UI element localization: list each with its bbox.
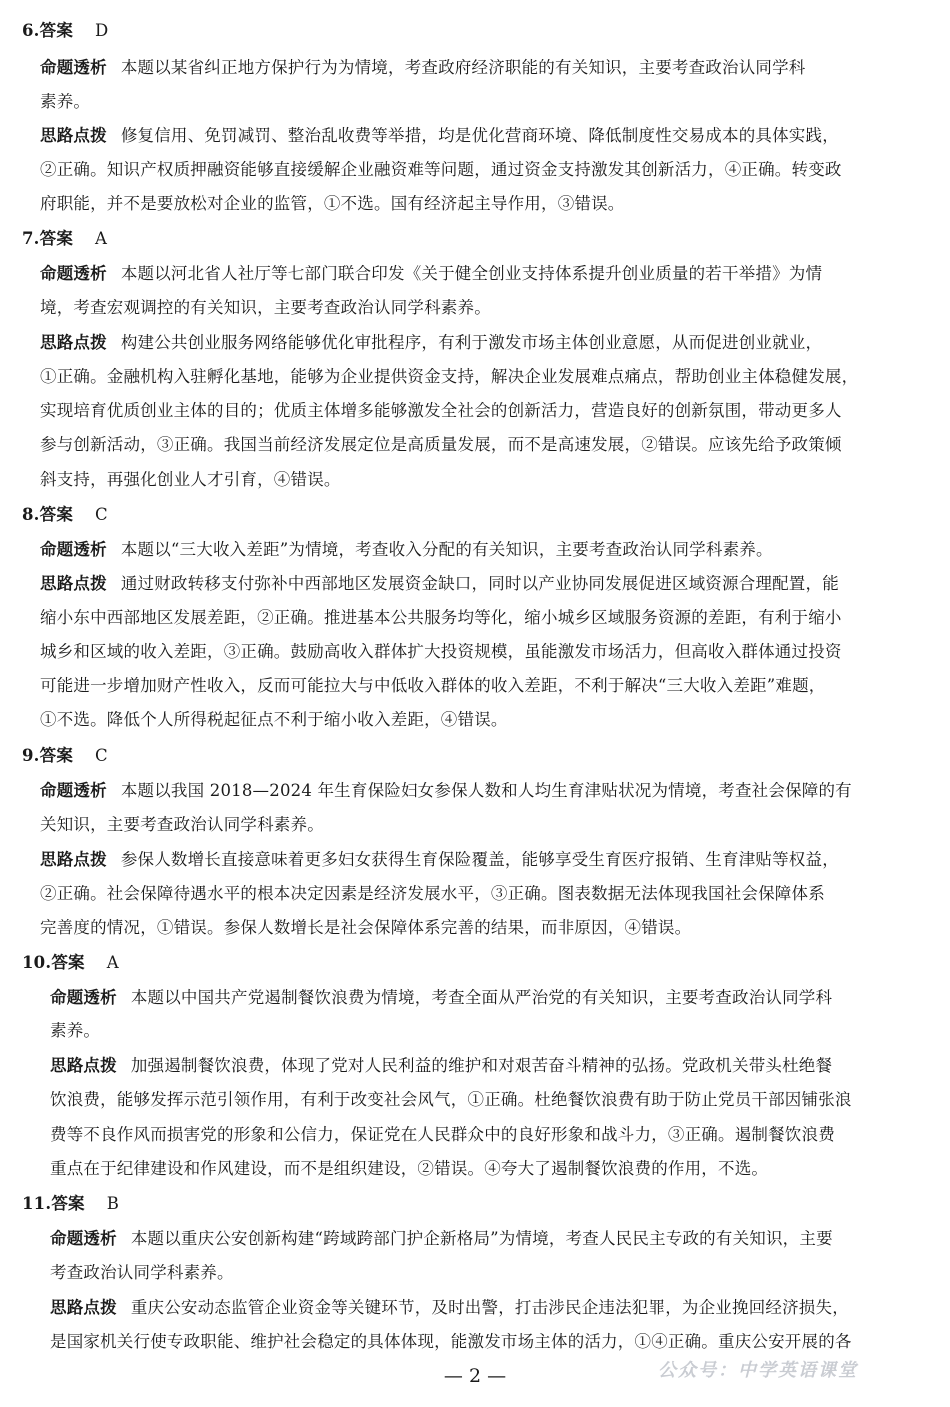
q6-answer: D [95,21,109,40]
q6-approach-line-2: ②正确。知识产权质押融资能够直接缓解企业融资难等问题，通过资金支持激发其创新活力，④正确。转变政 [40,160,842,179]
q7-analysis-line-2: 境，考查宏观调控的有关知识，主要考查政治认同学科素养。 [40,298,491,317]
q10-approach-line-3: 费等不良作风而损害党的形象和公信力，保证党在人民群众中的良好形象和战斗力，③正确。遏制餐饮浪费 [50,1125,835,1144]
q8-approach-line-4: 可能进一步增加财产性收入，反而可能拉大与中低收入群体的收入差距，不利于解决“三大收入差距”难题， [40,676,826,695]
q7-header: 7.答案 A [22,229,108,248]
q11-analysis-line-1: 命题透析 本题以重庆公安创新构建“跨域跨部门护企新格局”为情境，考查人民民主专政的有关知识，主要 [50,1229,833,1248]
q6-answer-label: 答案 [39,21,74,40]
q9-approach-line-3: 完善度的情况，①错误。参保人数增长是社会保障体系完善的结果，而非原因，④错误。 [40,918,692,937]
q11-approach-line-2: 是国家机关行使专政职能、维护社会稳定的具体体现，能激发市场主体的活力，①④正确。重庆公安开展的各 [50,1332,852,1351]
q6-analysis-label: 命题透析 [40,58,107,77]
q9-answer: C [95,746,108,765]
q9-header: 9.答案 C [22,746,108,765]
page-number: — 2 — [443,1365,507,1387]
q8-approach-line-1: 思路点拨 通过财政转移支付弥补中西部地区发展资金缺口，同时以产业协同发展促进区域资源合理配置，能 [40,574,839,593]
q8-answer: C [95,505,108,524]
q11-header: 11.答案 B [22,1194,120,1213]
q7-approach-line-1: 思路点拨 构建公共创业服务网络能够优化审批程序，有利于激发市场主体创业意愿，从而促进创业就业， [40,333,823,352]
q11-answer: B [106,1194,120,1213]
q6-analysis-line-1: 命题透析 本题以某省纠正地方保护行为为情境，考查政府经济职能的有关知识，主要考查政治认同学科 [40,58,806,77]
q9-analysis-line-1: 命题透析 本题以我国 2018—2024 年生育保险妇女参保人数和人均生育津贴状况为情境，考查社会保障的有 [40,781,852,800]
q6-header [22,20,108,42]
watermark: 公众号：中学英语课堂 [658,1360,858,1381]
q6-analysis-line-2: 素养。 [40,92,91,111]
q8-approach-line-3: 城乡和区域的收入差距，③正确。鼓励高收入群体扩大投资规模，虽能激发市场活力，但高收入群体通过投资 [40,642,842,661]
q10-analysis-line-1: 命题透析 本题以中国共产党遏制餐饮浪费为情境，考查全面从严治党的有关知识，主要考查政治认同学科 [50,988,833,1007]
q8-header: 8.答案 C [22,505,108,524]
q10-analysis-line-2: 素养。 [50,1021,101,1040]
q10-approach-line-4: 重点在于纪律建设和作风建设，而不是组织建设，②错误。④夸大了遏制餐饮浪费的作用，不选。 [50,1159,769,1178]
q7-approach-line-4: 参与创新活动，③正确。我国当前经济发展定位是高质量发展，而不是高速发展，②错误。应该先给予政策倾 [40,435,842,454]
q6-approach-line-1: 思路点拨 修复信用、免罚减罚、整治乱收费等举措，均是优化营商环境、降低制度性交易成本的具体实践， [40,126,839,145]
q10-approach-line-1: 思路点拨 加强遏制餐饮浪费，体现了党对人民利益的维护和对艰苦奋斗精神的弘扬。党政机关带头杜绝餐 [50,1056,833,1075]
q9-approach-line-1: 思路点拨 参保人数增长直接意味着更多妇女获得生育保险覆盖，能够享受生育医疗报销、生育津贴等权益， [40,850,839,869]
q7-approach-line-2: ①正确。金融机构入驻孵化基地，能够为企业提供资金支持，解决企业发展难点痛点，帮助创业主体稳健发展， [40,367,859,386]
q7-approach-line-5: 斜支持，再强化创业人才引育，④错误。 [40,470,341,489]
q10-answer: A [106,953,119,972]
q10-approach-line-2: 饮浪费，能够发挥示范引领作用，有利于改变社会风气，①正确。杜绝餐饮浪费有助于防止党员干部因铺张浪 [50,1090,852,1109]
q8-analysis-line-1: 命题透析 本题以“三大收入差距”为情境，考查收入分配的有关知识，主要考查政治认同学科素养。 [40,540,773,559]
q7-analysis-line-1: 命题透析 本题以河北省人社厅等七部门联合印发《关于健全创业支持体系提升创业质量的若干举措》为情 [40,264,823,283]
q10-header: 10.答案 A [22,953,119,972]
q7-approach-line-3: 实现培育优质创业主体的目的；优质主体增多能够激发全社会的创新活力，营造良好的创新氛围，带动更多人 [40,401,842,420]
q8-approach-line-2: 缩小东中西部地区发展差距，②正确。推进基本公共服务均等化，缩小城乡区域服务资源的差距，有利于缩小 [40,608,842,627]
q6-approach-line-3: 府职能，并不是要放松对企业的监管，①不选。国有经济起主导作用，③错误。 [40,194,625,213]
q9-analysis-line-2: 关知识，主要考查政治认同学科素养。 [40,815,324,834]
q8-approach-line-5: ①不选。降低个人所得税起征点不利于缩小收入差距，④错误。 [40,710,508,729]
q9-approach-line-2: ②正确。社会保障待遇水平的根本决定因素是经济发展水平，③正确。图表数据无法体现我国社会保障体系 [40,884,825,903]
q11-approach-line-1: 思路点拨 重庆公安动态监管企业资金等关键环节，及时出警，打击涉民企违法犯罪，为企业挽回经济损失， [50,1298,849,1317]
q7-answer: A [95,229,108,248]
q11-analysis-line-2: 考查政治认同学科素养。 [50,1263,234,1282]
q6-number: 6. [22,21,40,40]
q6-approach-label: 思路点拨 [40,126,107,145]
